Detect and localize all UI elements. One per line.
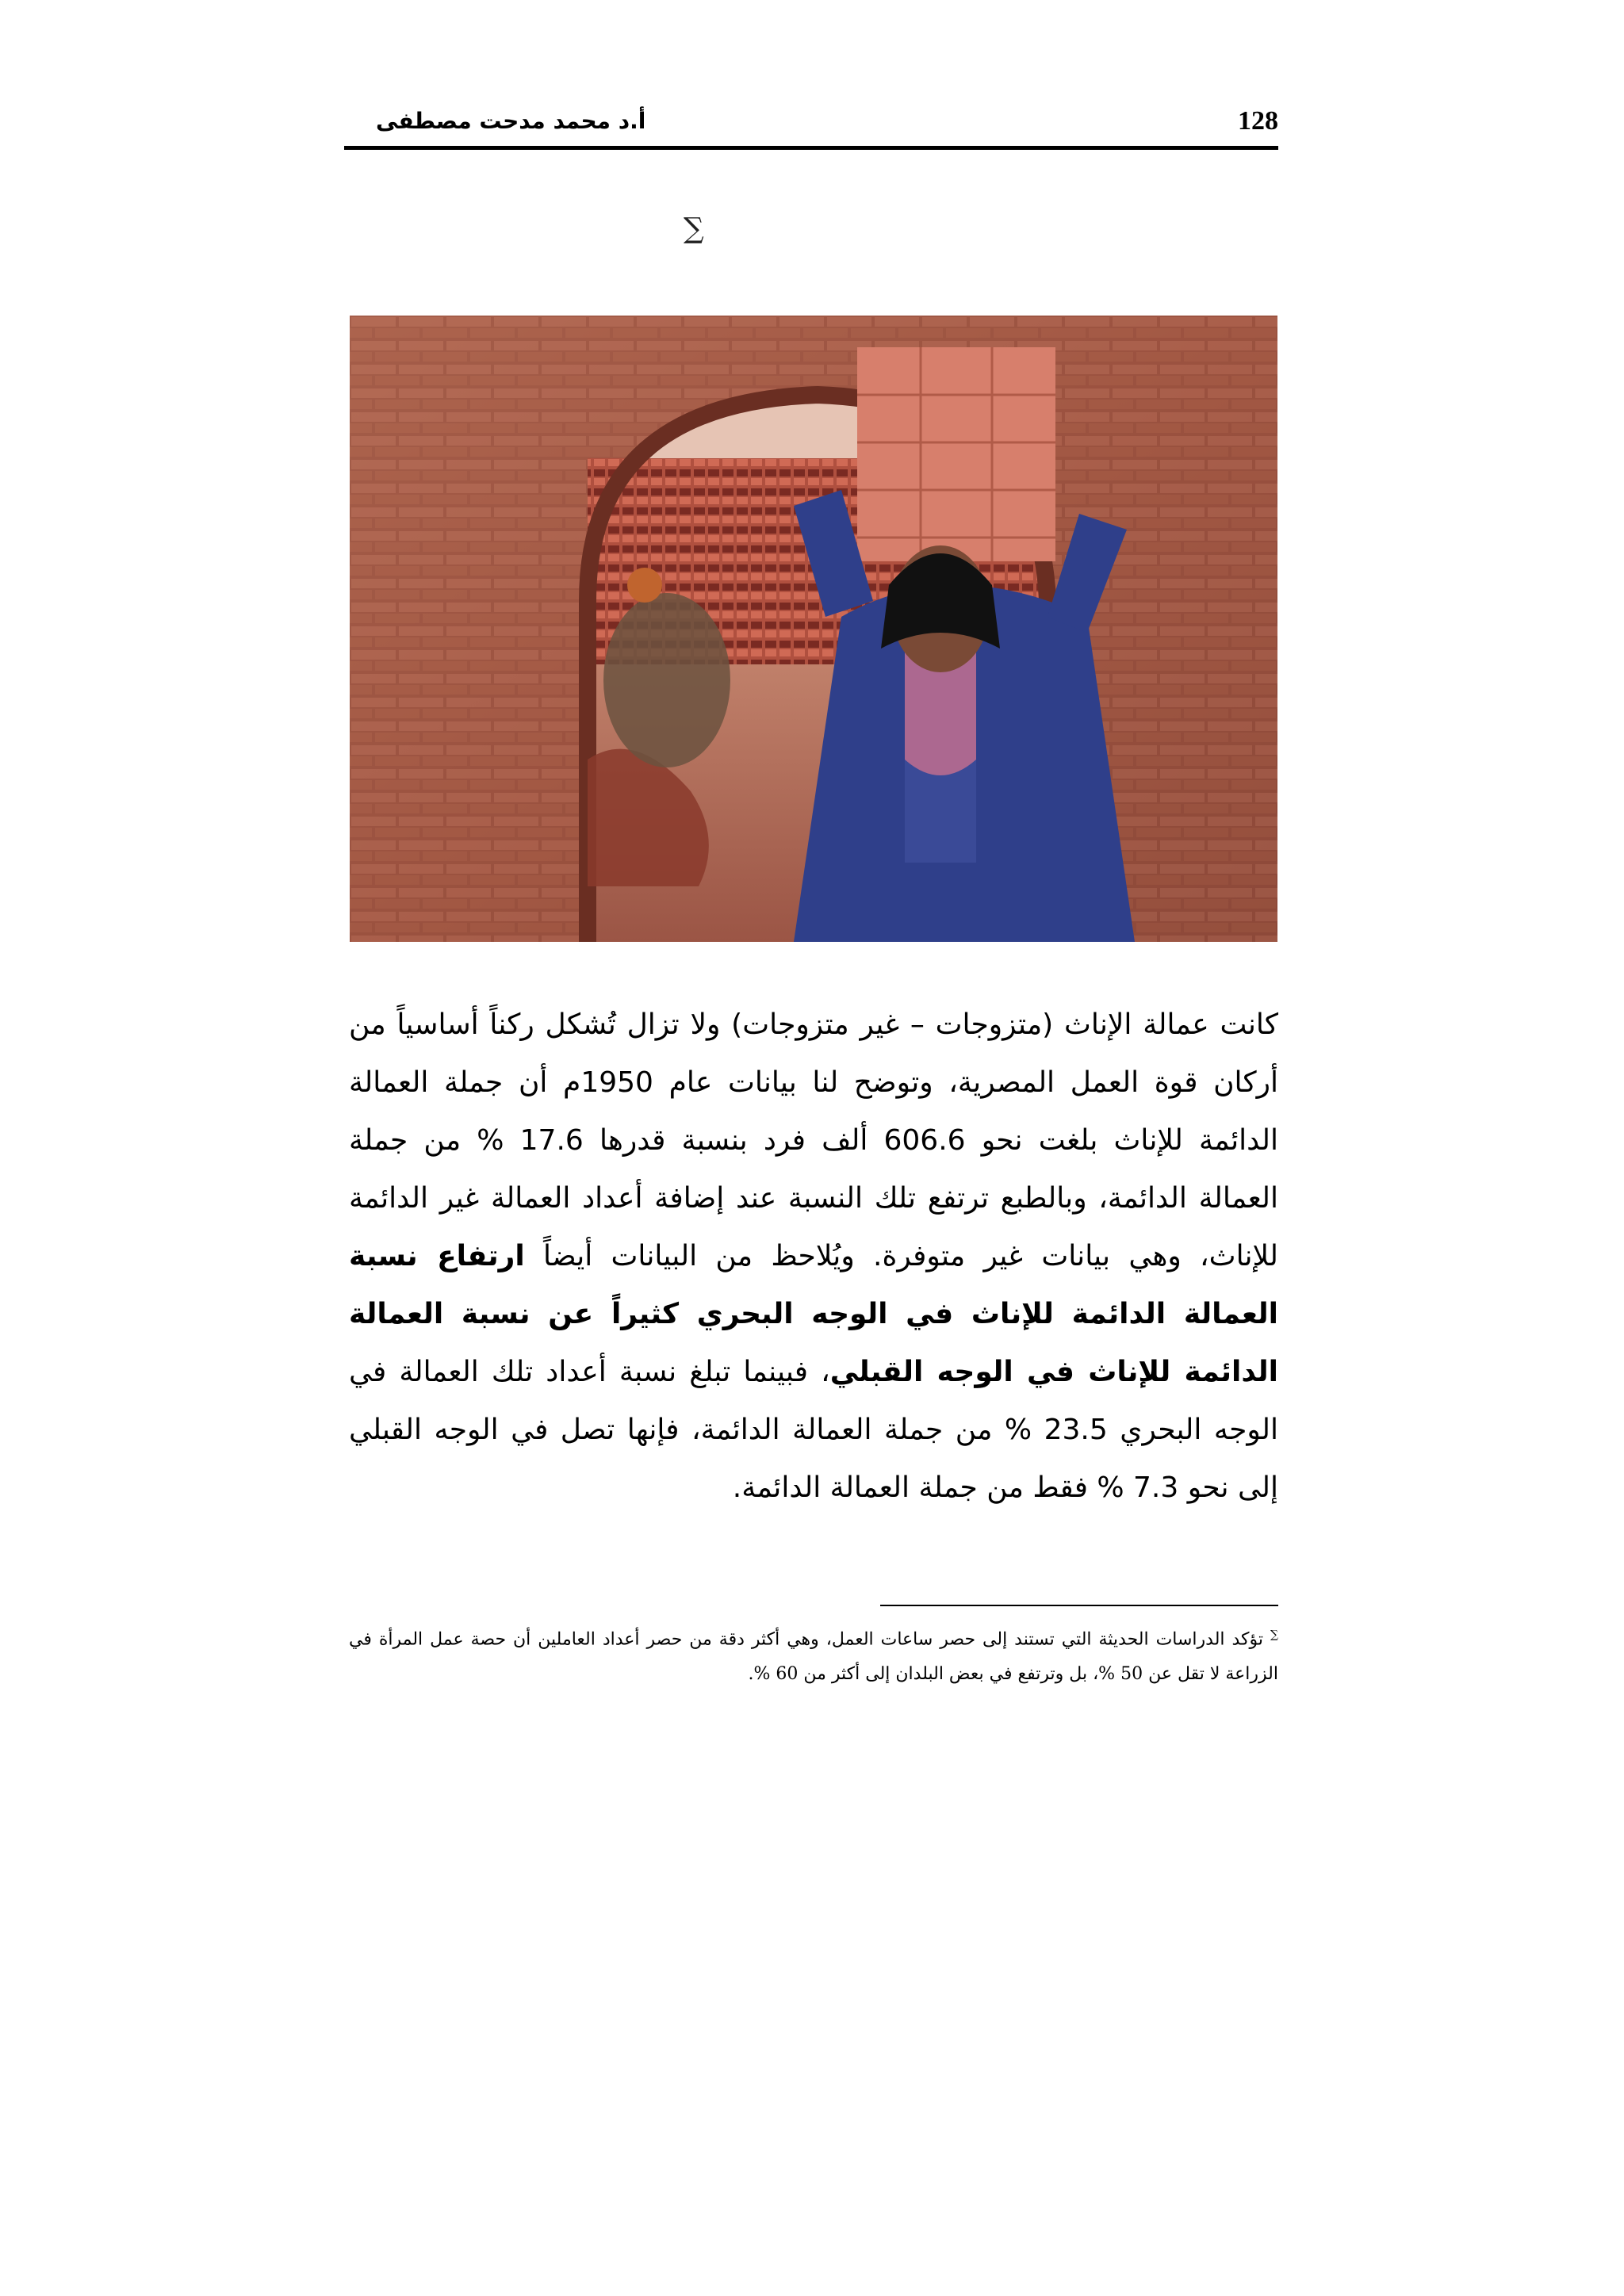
body-paragraph: [349, 996, 1278, 1517]
footnote-separator: [880, 1605, 1278, 1606]
page-number: 128: [1238, 106, 1278, 136]
paragraph-part-1: كانت عمالة الإناث (متزوجات – غير متزوجات) ولا تزال تُشكل ركناً أساسياً من أركان قوة العمل المصرية، وتوضح لنا بيانات عام 1950م أن جملة العمالة الدائمة للإناث بلغت نحو 606.6 ألف فرد بنسبة قدرها 17.6 % من جملة العمالة الدائمة، وبالطبع ترتفع تلك النسبة عند إضافة أعداد العمالة غير الدائمة للإناث، وهي بيانات غير متوفرة. ويُلاحظ من البيانات أيضاً: [349, 1008, 1279, 1272]
footnote-text: تؤكد الدراسات الحديثة التي تستند إلى حصر ساعات العمل، وهي أكثر دقة من حصر أعداد العاملين أن حصة عمل المرأة في الزراعة لا تقل عن 50 %، بل وترتفع في بعض البلدان إلى أكثر من 60 %.: [349, 1629, 1278, 1685]
footnote: [349, 1617, 1278, 1692]
paragraph-part-2: ، فبينما تبلغ نسبة أعداد تلك العمالة في الوجه البحري 23.5 % من جملة العمالة الدائمة، فإنها تصل في الوجه القبلي إلى نحو 7.3 % فقط من جملة العمالة الدائمة.: [349, 1356, 1278, 1504]
photo-illustration: [350, 316, 1277, 942]
author-name: أ.د محمد مدحت مصطفى: [376, 108, 646, 134]
page-header: [344, 101, 1278, 150]
paragraph-bold-part: ارتفاع نسبة العمالة الدائمة للإناث في الوجه البحري كثيراً عن نسبة العمالة الدائمة للإناث في الوجه القبلي: [349, 1240, 1278, 1388]
footnote-mark: ∑: [1270, 1628, 1278, 1641]
female-brick-worker-photo: [350, 316, 1277, 942]
section-marker: ∑: [684, 212, 704, 245]
